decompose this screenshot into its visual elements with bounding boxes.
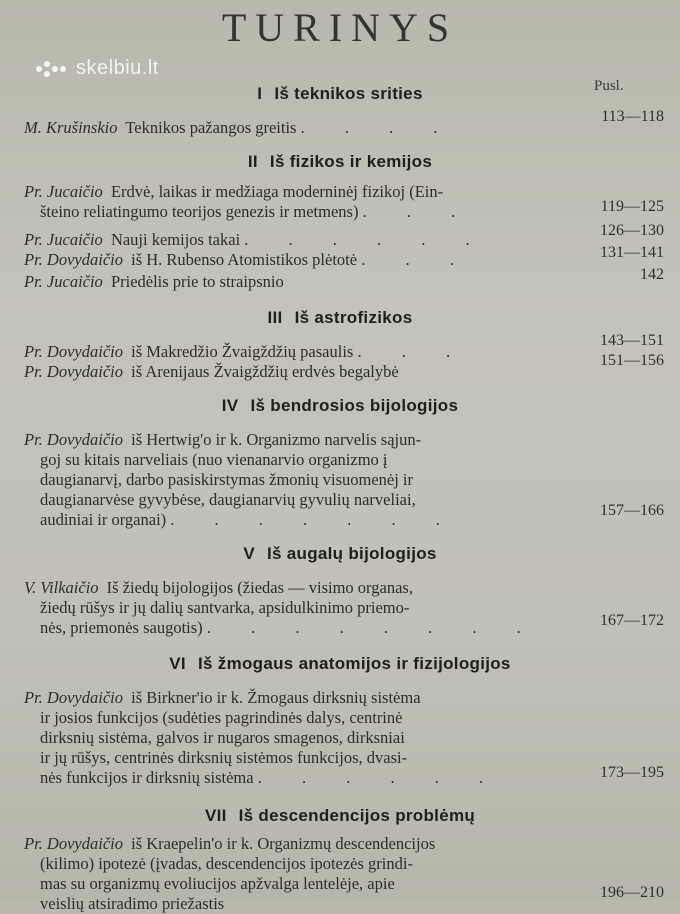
entry-title-line: dirksnių sistėma, galvos ir nugaros smagenos, dirksniai <box>40 728 405 747</box>
toc-entry[interactable]: V. Vilkaičio Iš žiedų bijologijos (žiedas — visimo organas, žiedų rūšys ir jų dalių santvarka, apsidulkinimo priemo- nės, priemonės saugotis) . . . . . . . . <box>24 578 539 637</box>
entry-title-line: iš Birkner'io ir k. Žmogaus dirksnių sistėma <box>131 688 421 707</box>
section-number: IV <box>221 396 239 415</box>
entry-title-line: ir jų rūšys, centrinės dirksnių sistėmos funkcijos, dvasi- <box>40 748 408 767</box>
section-title: Iš bendrosios bijologijos <box>250 396 459 415</box>
section-title: Iš descendencijos problėmų <box>238 806 476 825</box>
entry-title-line: iš Hertwig'o ir k. Organizmo narvelis sąjun- <box>131 430 422 449</box>
entry-pages: 113—118 <box>601 108 664 125</box>
entry-title-line: ir josios funkcijos (sudėties pagrindinės dalys, centrinė <box>40 708 403 727</box>
section-heading <box>0 152 680 172</box>
entry-title-line: veislių atsiradimo priežastis <box>40 894 225 913</box>
entry-pages: 126—130 <box>600 222 664 239</box>
entry-author: Pr. Jucaičio <box>24 182 103 201</box>
entry-title-line: iš Kraepelin'o ir k. Organizmų descendencijos <box>131 834 436 853</box>
entry-pages: 143—151 <box>600 332 664 349</box>
toc-entry[interactable]: Pr. Dovydaičio iš Hertwig'o ir k. Organizmo narvelis sąjun- goj su kitais narveliais (nuo vienanarvio organizmo į daugianarvį, darbo pasiskirstymas žmonių visuomenėj ir daugianarvėse gyvybėse, daugianarvių gyvulių narveliai, audiniai ir organai) . . . . . . . <box>24 430 458 529</box>
entry-title-line: daugianarvį, darbo pasiskirstymas žmonių visuomenėj ir <box>40 470 414 489</box>
entry-author: Pr. Dovydaičio <box>24 362 123 381</box>
entry-title-line: Priedėlis prie to straipsnio <box>110 272 284 291</box>
entry-title-line: iš H. Rubenso Atomistikos plėtotė <box>131 250 358 269</box>
entry-pages: 196—210 <box>600 884 664 901</box>
toc-entry[interactable]: Pr. Dovydaičio iš H. Rubenso Atomistikos plėtotė . . . <box>24 250 472 269</box>
entry-author: Pr. Dovydaičio <box>24 430 123 449</box>
entry-author: Pr. Dovydaičio <box>24 834 123 853</box>
page-column-header: Pusl. <box>594 78 624 94</box>
entry-pages: 131—141 <box>600 244 664 261</box>
entry-pages: 119—125 <box>600 198 664 215</box>
toc-entry[interactable]: Pr. Jucaičio Erdvė, laikas ir medžiaga moderninėj fizikoj (Ein- šteino reliatingumo teorijos genezis ir metmens) . . . <box>24 182 474 221</box>
entry-title-line: Nauji kemijos takai <box>110 230 241 249</box>
toc-entry[interactable] <box>24 834 564 914</box>
entry-author: M. Krušinskio <box>24 118 118 137</box>
section-heading <box>0 806 680 826</box>
entry-author: V. Vilkaičio <box>24 578 99 597</box>
entry-title-line: (kilimo) ipotezė (įvadas, descendencijos ipotezės grindi- <box>40 854 413 873</box>
entry-title-line: iš Arenijaus Žvaigždžių erdvės begalybė <box>131 362 399 381</box>
entry-pages: 151—156 <box>600 352 664 369</box>
section-heading <box>0 308 680 328</box>
section-title: Iš žmogaus anatomijos ir fizijologijos <box>197 654 511 673</box>
toc-entry[interactable] <box>24 362 564 382</box>
entry-title-line: nės funkcijos ir dirksnių sistėma <box>40 768 254 787</box>
section-title: Iš fizikos ir kemijos <box>269 152 433 171</box>
entry-title-line: Erdvė, laikas ir medžiaga moderninėj fizikoj (Ein- <box>110 182 444 201</box>
section-number: VII <box>204 806 227 825</box>
entry-title-line: mas su organizmų evoliucijos apžvalga lentelėje, apie <box>40 874 395 893</box>
section-title: Iš teknikos srities <box>274 84 423 103</box>
entry-title-line: šteino reliatingumo teorijos genezis ir metmens) <box>40 202 359 221</box>
entry-title-line: goj su kitais narveliais (nuo vienanarvio organizmo į <box>40 450 388 469</box>
toc-entry[interactable]: Pr. Dovydaičio iš Birkner'io ir k. Žmogaus dirksnių sistėma ir josios funkcijos (sudėties pagrindinės dalys, centrinė dirksnių sistėma, galvos ir nugaros smagenos, dirksniai ir jų rūšys, centrinės dirksnių sistėmos funkcijos, dvasi- nės funkcijos ir dirksnių sistėma . . . . . . <box>24 688 502 787</box>
section-number: III <box>267 308 283 327</box>
watermark-text: skelbiu.lt <box>76 57 159 79</box>
section-heading <box>0 544 680 564</box>
entry-title-line: daugianarvėse gyvybėse, daugianarvių gyvulių narveliai, <box>40 490 416 509</box>
page-title: TURINYS <box>221 5 459 50</box>
entry-title-line: iš Makredžio Žvaigždžių pasaulis <box>131 342 354 361</box>
watermark-logo-icon <box>36 59 70 79</box>
entry-author: Pr. Dovydaičio <box>24 250 123 269</box>
entry-title-line: nės, priemonės saugotis) <box>40 618 203 637</box>
entry-title-line: žiedų rūšys ir jų dalių santvarka, apsidulkinimo priemo- <box>40 598 410 617</box>
toc-entry[interactable]: M. Krušinskio Teknikos pažangos greitis . . . . <box>24 118 456 137</box>
section-number: II <box>247 152 258 171</box>
entry-title-line: Iš žiedų bijologijos (žiedas — visimo organas, <box>106 578 413 597</box>
entry-author: Pr. Jucaičio <box>24 272 103 291</box>
entry-author: Pr. Jucaičio <box>24 230 103 249</box>
entry-title-line: audiniai ir organai) <box>40 510 167 529</box>
entry-pages: 173—195 <box>600 764 664 781</box>
section-number: I <box>257 84 263 103</box>
section-heading <box>0 654 680 674</box>
entry-title-line: Teknikos pažangos greitis <box>125 118 297 137</box>
entry-pages: 142 <box>640 266 664 283</box>
entry-pages: 157—166 <box>600 502 664 519</box>
section-number: V <box>243 544 255 563</box>
section-title: Iš augalų bijologijos <box>266 544 437 563</box>
watermark <box>36 57 159 80</box>
section-number: VI <box>169 654 186 673</box>
section-heading <box>0 84 680 104</box>
toc-entry[interactable]: Pr. Jucaičio Nauji kemijos takai . . . . . . <box>24 230 488 249</box>
entry-author: Pr. Dovydaičio <box>24 342 123 361</box>
section-heading <box>0 396 680 416</box>
section-title: Iš astrofizikos <box>294 308 413 327</box>
toc-entry[interactable] <box>24 272 564 292</box>
toc-entry[interactable]: Pr. Dovydaičio iš Makredžio Žvaigždžių pasaulis . . . <box>24 342 469 361</box>
entry-author: Pr. Dovydaičio <box>24 688 123 707</box>
entry-pages: 167—172 <box>600 612 664 629</box>
